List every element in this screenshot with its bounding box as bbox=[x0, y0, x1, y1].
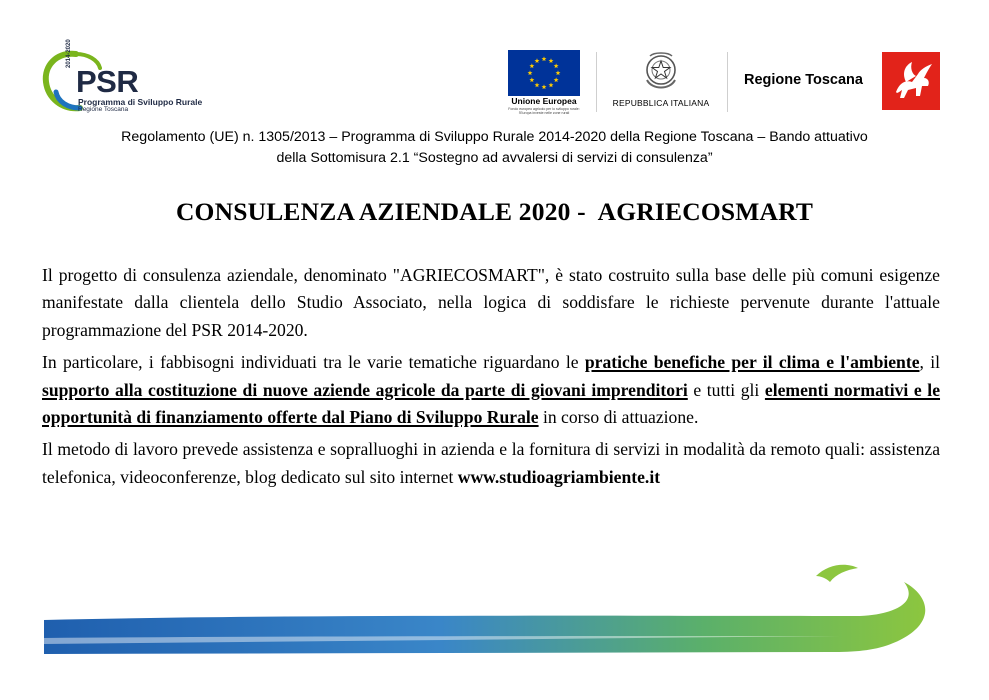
italian-emblem-icon bbox=[644, 50, 678, 94]
italy-logo bbox=[611, 50, 711, 112]
italy-label: REPUBBLICA ITALIANA bbox=[612, 98, 710, 108]
highlight-young-farmers: supporto alla costituzione di nuove aziende agricole da parte di giovani imprenditori bbox=[42, 379, 688, 400]
paragraph-method bbox=[42, 436, 940, 491]
website-link[interactable]: www.studioagriambiente.it bbox=[457, 466, 661, 487]
decorative-swoosh bbox=[0, 556, 989, 666]
regulation-text bbox=[30, 127, 959, 169]
tuscany-pegasus-icon bbox=[882, 52, 940, 110]
text-segment: , il bbox=[919, 352, 941, 373]
highlight-rural-plan: elementi normativi e le opportunità di finanziamento offerte dal Piano di Sviluppo Rurale bbox=[42, 379, 941, 428]
eu-flag-icon bbox=[508, 50, 580, 96]
logo-divider bbox=[727, 52, 728, 112]
eu-logo bbox=[508, 50, 580, 114]
paragraph-intro: Il progetto di consulenza aziendale, denominato "AGRIECOSMART", è stato costruito sulla base delle più comuni esigenze manifestate dalla clientela dello Studio Associato, nella logica di soddisfare le richieste pervenute durante l'attuale programmazione del PSR 2014-2020. bbox=[42, 265, 940, 340]
page-title: CONSULENZA AZIENDALE 2020 - AGRIECOSMART bbox=[175, 197, 814, 226]
text-segment: in corso di attuazione. bbox=[538, 407, 699, 428]
tuscany-label: Regione Toscana bbox=[744, 72, 863, 88]
text-segment: In particolare, i fabbisogni individuati tra le varie tematiche riguardano le bbox=[42, 352, 585, 373]
eu-label: Unione Europea bbox=[511, 96, 577, 106]
eu-sublabel: Fondo europeo agricolo per lo sviluppo rurale: l'Europa investe nelle zone rurali bbox=[508, 107, 580, 115]
psr-years: 2014-2020 bbox=[66, 39, 72, 68]
regulation-line-1: Regolamento (UE) n. 1305/2013 – Programma di Sviluppo Rurale 2014-2020 della Regione Toscana – Bando attuativo bbox=[121, 129, 868, 145]
paragraph-needs bbox=[42, 349, 940, 431]
body-text bbox=[42, 262, 940, 496]
text-segment: Il metodo di lavoro prevede assistenza e sopralluoghi in azienda e la fornitura di servizi in modalità da remoto quali: assistenza telefonica, videoconferenze, blog dedicato sul sito internet bbox=[42, 439, 940, 487]
text-segment: e tutti gli bbox=[687, 379, 765, 400]
regulation-line-2: della Sottomisura 2.1 “Sostegno ad avvalersi di servizi di consulenza” bbox=[276, 150, 713, 166]
logo-divider bbox=[596, 52, 597, 112]
psr-region: Regione Toscana bbox=[78, 106, 129, 113]
psr-subtitle: Programma di Sviluppo Rurale bbox=[78, 97, 203, 107]
highlight-climate: pratiche benefiche per il clima e l'ambiente bbox=[584, 352, 920, 373]
psr-acronym: PSR bbox=[76, 64, 139, 99]
